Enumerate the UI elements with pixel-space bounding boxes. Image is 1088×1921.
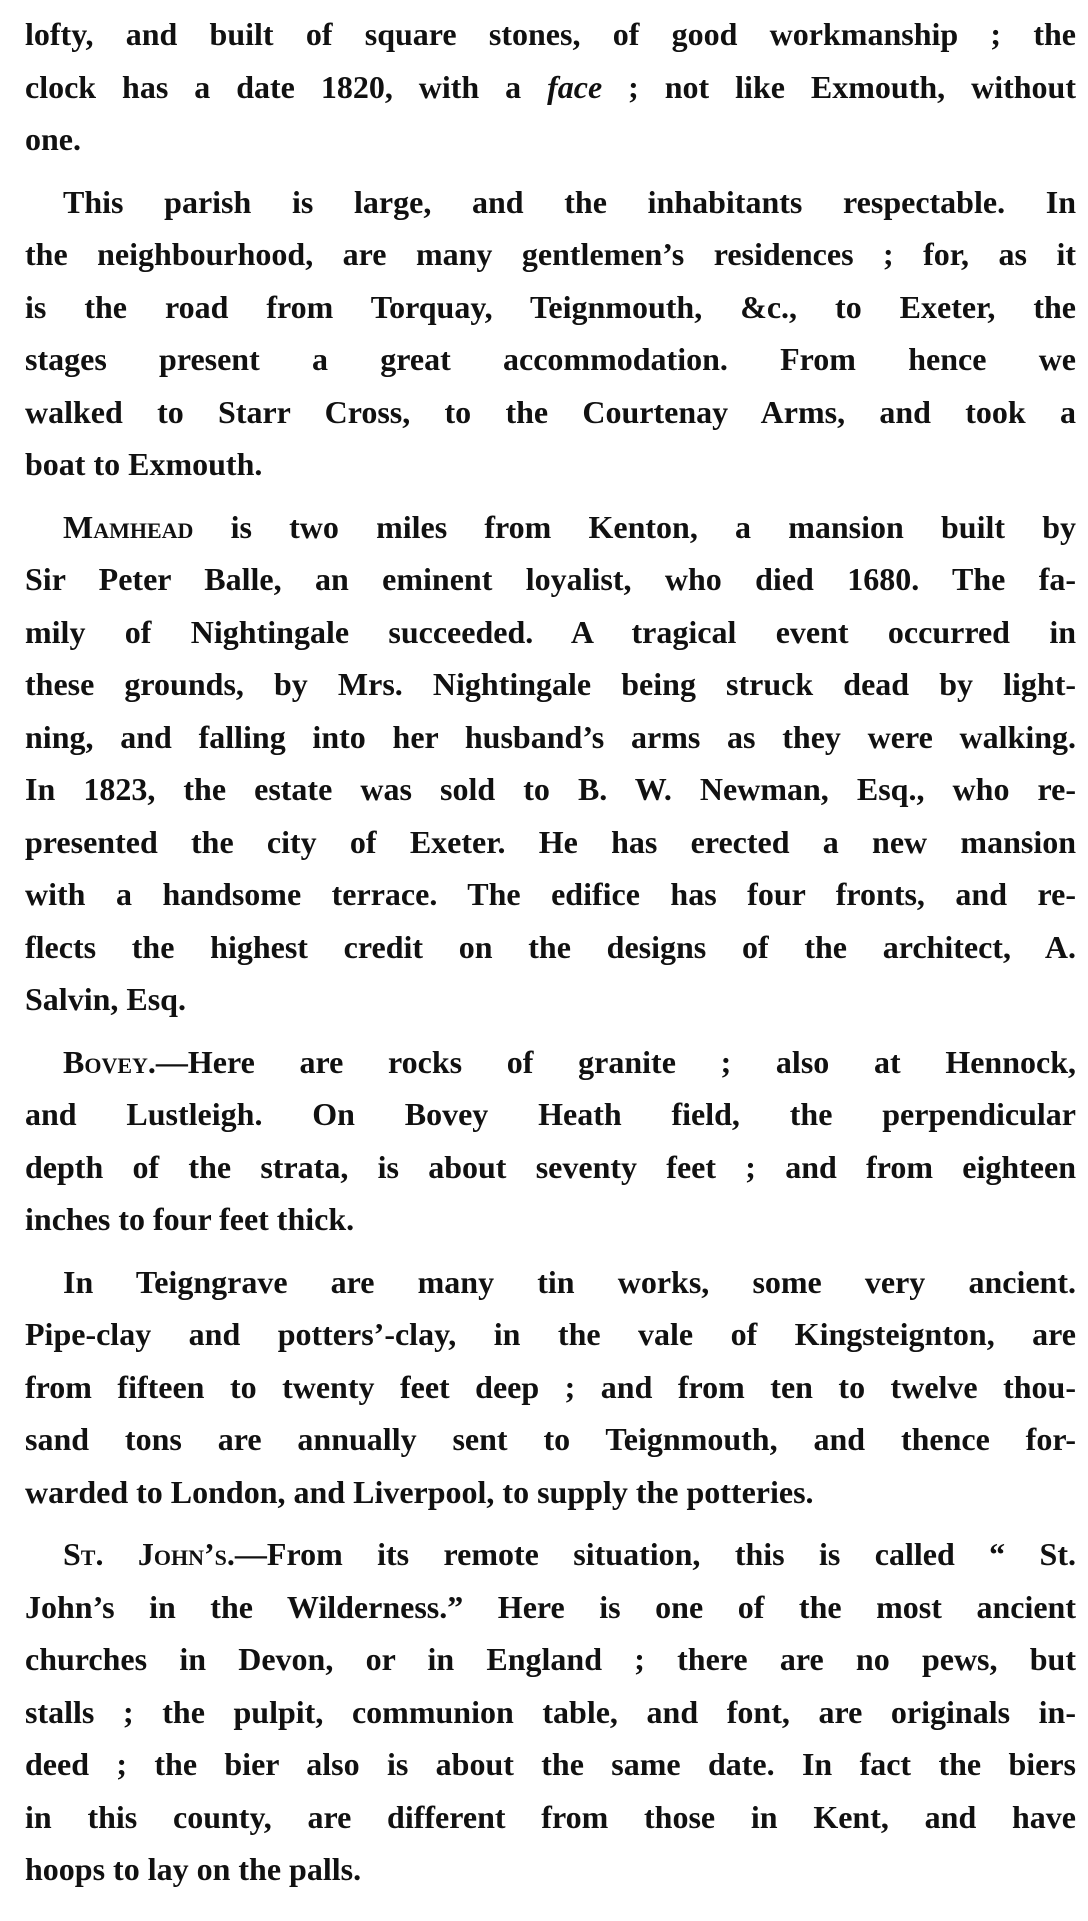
text-segment: ning, and falling into her husband’s arms as they were walking. — [25, 718, 1076, 755]
text-line — [25, 228, 1076, 281]
text-line — [25, 1581, 1076, 1634]
text-segment: in this county, are different from those in Kent, and have — [25, 1798, 1076, 1835]
text-segment: from fifteen to twenty feet deep ; and from ten to twelve thou- — [25, 1368, 1076, 1405]
paragraph — [25, 176, 1076, 491]
text-line — [25, 658, 1076, 711]
place-name: St. John’s — [63, 1536, 227, 1572]
text-segment: In 1823, the estate was sold to B. W. Newman, Esq., who re- — [25, 771, 1076, 807]
text-line — [25, 1141, 1076, 1194]
text-line — [25, 1308, 1076, 1361]
text-segment: This parish is large, and the inhabitants respectable. In — [63, 183, 1076, 220]
text-line — [25, 438, 1076, 491]
text-segment: is the road from Torquay, Teignmouth, &c., to Exeter, the — [25, 288, 1076, 325]
text-line — [25, 386, 1076, 439]
text-line — [25, 1843, 1076, 1896]
text-line — [25, 763, 1076, 816]
text-line — [25, 1088, 1076, 1141]
text-line — [25, 1036, 1076, 1089]
text-line — [25, 333, 1076, 386]
text-segment: one. — [25, 121, 81, 157]
text-segment: clock has a date 1820, with a — [25, 68, 548, 105]
text-segment: ; not like Exmouth, without — [602, 68, 1076, 105]
text-line — [25, 113, 1076, 166]
text-segment: depth of the strata, is about seventy feet ; and from eighteen — [25, 1148, 1076, 1185]
text-segment: deed ; the bier also is about the same date. In fact the biers — [25, 1746, 1076, 1782]
text-line — [25, 1466, 1076, 1519]
text-segment: presented the city of Exeter. He has erected a new mansion — [25, 823, 1076, 860]
text-line — [25, 973, 1076, 1026]
text-line — [25, 1686, 1076, 1739]
text-segment: John’s in the Wilderness.” Here is one of the most ancient — [25, 1588, 1076, 1625]
text-segment: .—Here are rocks of granite ; also at Hennock, — [147, 1043, 1076, 1080]
text-line — [25, 1791, 1076, 1844]
text-line — [25, 921, 1076, 974]
text-segment: and Lustleigh. On Bovey Heath field, the perpendicular — [25, 1096, 1076, 1132]
text-segment: In Teigngrave are many tin works, some very ancient. — [63, 1263, 1076, 1300]
text-line — [25, 8, 1076, 61]
text-line — [25, 281, 1076, 334]
text-segment: stalls ; the pulpit, communion table, and font, are originals in- — [25, 1693, 1076, 1730]
text-segment: is two miles from Kenton, a mansion built by — [193, 508, 1076, 545]
text-segment: sand tons are annually sent to Teignmouth, and thence for- — [25, 1421, 1076, 1457]
text-segment: boat to Exmouth. — [25, 446, 263, 482]
text-segment: flects the highest credit on the designs of the architect, A. — [25, 928, 1076, 965]
text-line — [25, 1528, 1076, 1581]
text-line — [25, 61, 1076, 114]
italic-text: face — [547, 68, 603, 105]
text-segment: Salvin, Esq. — [25, 981, 186, 1017]
text-line — [25, 176, 1076, 229]
paragraph — [25, 1036, 1076, 1246]
text-line — [25, 1413, 1076, 1466]
text-segment: lofty, and built of square stones, of good workmanship ; the — [25, 16, 1076, 52]
text-line — [25, 1193, 1076, 1246]
text-segment: churches in Devon, or in England ; there are no pews, but — [25, 1641, 1076, 1677]
text-line — [25, 711, 1076, 764]
text-line — [25, 553, 1076, 606]
text-line — [25, 1256, 1076, 1309]
text-segment: walked to Starr Cross, to the Courtenay Arms, and took a — [25, 393, 1076, 430]
text-line — [25, 816, 1076, 869]
place-name: Bovey — [63, 1043, 148, 1080]
place-name: Mamhead — [63, 508, 194, 545]
text-segment: these grounds, by Mrs. Nightingale being struck dead by light- — [25, 666, 1076, 702]
text-line — [25, 1633, 1076, 1686]
text-segment: Pipe-clay and potters’-clay, in the vale of Kingsteignton, are — [25, 1316, 1076, 1352]
text-line — [25, 501, 1076, 554]
text-segment: mily of Nightingale succeeded. A tragical event occurred in — [25, 613, 1076, 650]
text-segment: stages present a great accommodation. From hence we — [25, 341, 1076, 377]
text-segment: with a handsome terrace. The edifice has four fronts, and re- — [25, 876, 1076, 912]
text-line — [25, 1361, 1076, 1414]
text-line — [25, 1738, 1076, 1791]
text-segment: inches to four feet thick. — [25, 1201, 355, 1237]
text-line — [25, 606, 1076, 659]
paragraph — [25, 1256, 1076, 1519]
paragraph — [25, 8, 1076, 166]
text-segment: hoops to lay on the palls. — [25, 1851, 362, 1887]
text-segment: Sir Peter Balle, an eminent loyalist, who died 1680. The fa- — [25, 561, 1076, 597]
paragraph — [25, 1528, 1076, 1896]
paragraph — [25, 501, 1076, 1026]
text-line — [25, 868, 1076, 921]
text-segment: .—From its remote situation, this is called “ St. — [226, 1536, 1077, 1572]
text-segment: the neighbourhood, are many gentlemen’s residences ; for, as it — [25, 236, 1076, 272]
text-segment: warded to London, and Liverpool, to supply the potteries. — [25, 1473, 814, 1510]
